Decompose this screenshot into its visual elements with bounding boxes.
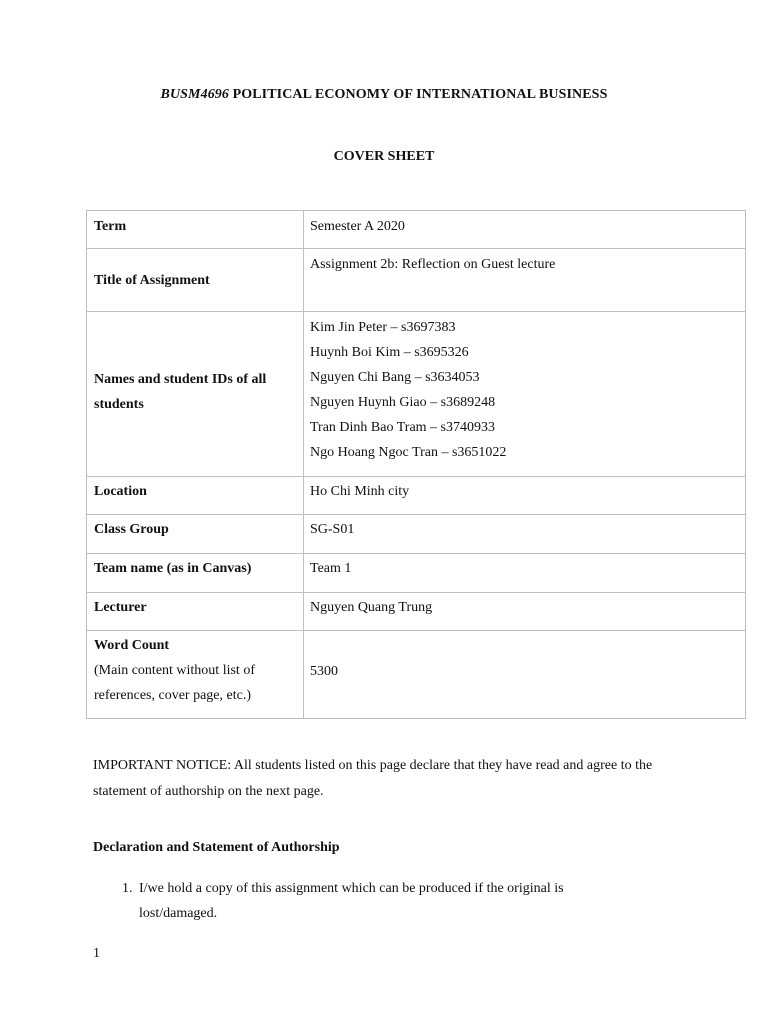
class-group-label-cell (87, 515, 304, 554)
student-entry: Tran Dinh Bao Tram – s3740933 (310, 420, 496, 435)
word-count-value-cell (304, 631, 746, 719)
location-value-cell (304, 477, 746, 515)
students-label-cell (87, 312, 304, 477)
document-title (0, 87, 768, 103)
team-name-label: Team name (as in Canvas) (94, 561, 252, 576)
course-code: BUSM4696 (160, 87, 229, 102)
sheet-title: COVER SHEET (333, 149, 435, 164)
assignment-label-cell (87, 249, 304, 312)
team-name-value-cell (304, 554, 746, 593)
important-notice: IMPORTANT NOTICE: All students listed on this page declare that they have read and agree to the statement of authorship on the next page. (93, 758, 653, 799)
word-count-label: Word Count (94, 638, 170, 653)
student-entry: Nguyen Chi Bang – s3634053 (310, 370, 480, 385)
term-value: Semester A 2020 (310, 219, 405, 234)
assignment-row (87, 249, 746, 312)
declaration-list-item (122, 876, 642, 926)
lecturer-value: Nguyen Quang Trung (310, 600, 433, 615)
term-label: Term (94, 219, 127, 234)
lecturer-label-cell (87, 593, 304, 631)
declaration-item-number: 1. (122, 881, 133, 896)
term-value-cell (304, 211, 746, 249)
lecturer-row (87, 593, 746, 631)
declaration-heading: Declaration and Statement of Authorship (93, 840, 340, 855)
team-name-value: Team 1 (310, 561, 352, 576)
students-row (87, 312, 746, 477)
term-row (87, 211, 746, 249)
class-group-row (87, 515, 746, 554)
location-value: Ho Chi Minh city (310, 484, 410, 499)
student-entry: Nguyen Huynh Giao – s3689248 (310, 395, 496, 410)
location-row (87, 477, 746, 515)
word-count-label-cell (87, 631, 304, 719)
student-entry: Huynh Boi Kim – s3695326 (310, 345, 469, 360)
lecturer-value-cell (304, 593, 746, 631)
word-count-value: 5300 (310, 664, 338, 679)
student-entry: Ngo Hoang Ngoc Tran – s3651022 (310, 445, 507, 460)
course-title: POLITICAL ECONOMY OF INTERNATIONAL BUSINESS (229, 87, 608, 102)
location-label-cell (87, 477, 304, 515)
students-label: Names and student IDs of all students (94, 372, 267, 412)
location-label: Location (94, 484, 147, 499)
team-name-label-cell (87, 554, 304, 593)
lecturer-label: Lecturer (94, 600, 147, 615)
class-group-value-cell (304, 515, 746, 554)
assignment-value-cell (304, 249, 746, 312)
word-count-note: (Main content without list of references, cover page, etc.) (94, 663, 255, 703)
class-group-value: SG-S01 (310, 522, 355, 537)
class-group-label: Class Group (94, 522, 169, 537)
word-count-row (87, 631, 746, 719)
students-value-cell (304, 312, 746, 477)
assignment-label: Title of Assignment (94, 272, 210, 288)
page-number: 1 (93, 946, 100, 961)
assignment-value: Assignment 2b: Reflection on Guest lecture (310, 257, 556, 272)
student-names-list (310, 315, 745, 465)
declaration-item-text: I/we hold a copy of this assignment which can be produced if the original is lost/damaged. (139, 881, 564, 921)
team-name-row (87, 554, 746, 593)
student-entry: Kim Jin Peter – s3697383 (310, 320, 456, 335)
cover-sheet-table (86, 210, 746, 719)
term-label-cell (87, 211, 304, 249)
